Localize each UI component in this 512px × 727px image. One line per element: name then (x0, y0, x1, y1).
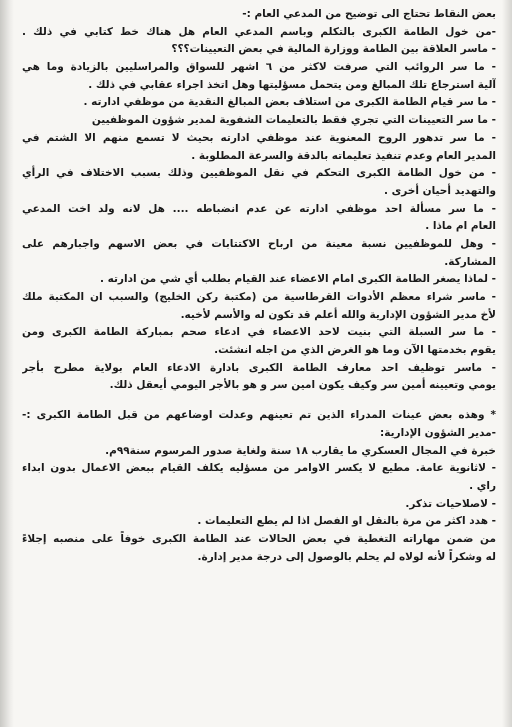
section-heading-line: * وهذه بعض عينات المدراء الذين تم تعينهم وعدلت اوضاعهم من قبل الطامة الكبرى :- (22, 409, 496, 422)
text-line: والتهديد أحيان أخرى . (384, 184, 496, 197)
text-line: -من خول الطامة الكبرى بالتكلم وباسم المدعي العام هل هناك خط كتابي في ذلك . (22, 25, 496, 38)
heading-line: بعض النقاط تحتاج الى توضيح من المدعي العام :- (242, 8, 496, 20)
page-edge-shadow (502, 0, 512, 727)
text-line: -مدير الشؤون الإدارية: (380, 426, 496, 439)
text-line: - ما سر تدهور الروح المعنوية عند موظفي ادارته بحيث لا تسمع منهم الا الشتم في (22, 131, 496, 144)
text-line: المشاركة. (444, 255, 496, 268)
document-body (22, 6, 496, 566)
text-line: راي . (469, 479, 496, 492)
text-line: آلية استرجاع تلك المبالغ ومن يتحمل مسؤليتها وهل اتخذ اجراء عقابي في ذلك . (88, 78, 496, 91)
text-line: خبرة في المجال العسكري ما يقارب ١٨ سنة ولغاية صدور المرسوم سنة٩٩م. (105, 444, 496, 457)
text-line: - ما سر مسألة احد موظفي ادارته عن عدم انضباطه .... هل لانه ولد اخت المدعي (22, 202, 496, 215)
text-line: - ما سر الروائب التي صرفت لاكثر من ٦ اشهر للسواق والمراسليين بالزيادة وما هي (22, 61, 496, 74)
text-line: - ما سر قيام الطامة الكبرى من استلاف بعض المبالغ النقدية من موظفي ادارته . (83, 96, 496, 109)
text-line: المدير العام وعدم تنفيذ تعليماته بالدقة والسرعة المطلوبة . (191, 149, 496, 162)
text-line: - وهل للموظفيين نسبة معينة من ارباح الاكتتابات في بعض الاسهم واجبارهم على (22, 237, 496, 250)
text-line: يقوم بخدمتها الآن وما هو الغرض الذي من اجله انشئت. (214, 344, 496, 357)
blank-line (22, 395, 496, 407)
text-line: - هدد اكثر من مرة بالنقل او الفصل اذا لم يطع التعليمات . (197, 515, 496, 528)
text-line: يومي وتعيينه أمين سر وكيف يكون امين سر و هو بالأجر اليومي أيعقل ذلك. (109, 379, 496, 392)
text-line: - ماسر شراء معظم الأدوات القرطاسية من (مكتبة ركن الخليج) والسبب ان المكتبة ملك (22, 291, 496, 303)
text-line: له وشكراً لأنه لولاه لم يحلم بالوصول إلى درجة مدير إدارة. (197, 550, 496, 563)
text-line: العام ام ماذا . (425, 220, 496, 233)
text-line: - من خول الطامة الكبرى التحكم في نقل الموظفيين وذلك بسبب الاختلاف في الرأي (22, 167, 496, 180)
text-line: - ماسر توظيف احد معارف الطامة الكبرى بادارة الادعاء العام بولاية مطرح بأجر (22, 361, 496, 374)
text-line: - لاصلاحيات تذكر. (405, 497, 496, 510)
text-line: - لماذا يصغر الطامة الكبرى امام الاعضاء عند القيام بطلب أي شي من ادارته . (99, 273, 496, 286)
text-line: - لاثانوية عامة. مطيع لا يكسر الاوامر من مسؤليه يكلف القيام ببعض الاعمال بدون ابداء (22, 462, 496, 475)
text-line: من ضمن مهاراته التغطية في بعض الحالات عند الطامة الكبرى خوفاً على منصبه إجلاءً (22, 532, 496, 545)
text-line: - ما سر السبلة التي بنيت لاحد الاعضاء في ادعاء صحم بمباركة الطامة الكبرى ومن (22, 326, 496, 339)
text-line: - ما سر التعيينات التي تجري فقط بالتعليمات الشفوية لمدير شؤون الموظفيين (91, 114, 496, 127)
text-line: - ماسر العلاقة بين الطامة ووزارة المالية في بعض التعيينات؟؟؟ (171, 43, 496, 56)
text-line: لأخ مدير الشؤون الإدارية والله أعلم قد تكون له والأسم لأخيه. (180, 308, 496, 321)
